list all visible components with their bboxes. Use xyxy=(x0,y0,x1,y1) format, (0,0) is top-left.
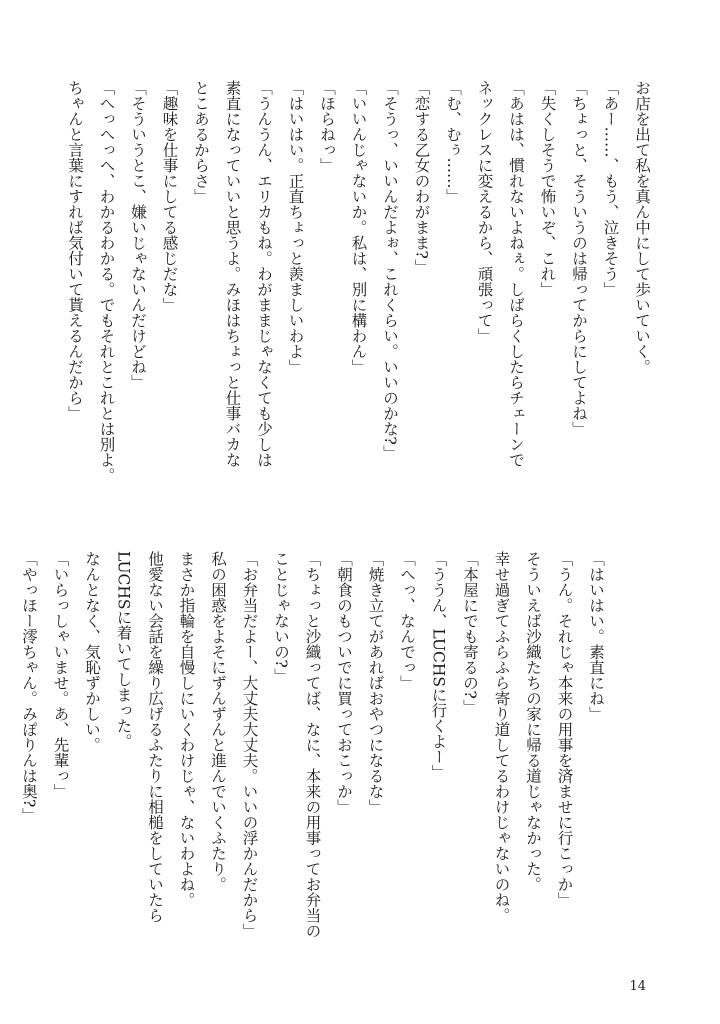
text-line: 「あー……、もう、泣きそう」 xyxy=(601,80,620,297)
lower-text-block xyxy=(13,551,612,991)
text-line: 素直になっていいと思うよ。みほはちょっと仕事バカな xyxy=(223,80,242,468)
text-line: 私の困惑をよそにずんずんと進んでいくふたり。 xyxy=(209,551,227,892)
text-line: 「そういうとこ、嫌いじゃないんだけどね」 xyxy=(129,80,147,390)
page-number: 14 xyxy=(629,979,646,994)
text-line: なんとなく、気恥ずかしい。 xyxy=(83,551,101,753)
text-line: 「へっ、なんでっ」 xyxy=(398,551,416,691)
text-line: 「焼き立てがあればおやつになるな」 xyxy=(366,551,385,815)
text-line: ネックレスに変えるから、頑張って」 xyxy=(475,80,494,344)
text-line: 「ほらねっ」 xyxy=(318,80,336,173)
text-line: LUCHSに着いてしまった。 xyxy=(114,551,133,750)
text-line: 「やっほー澪ちゃん。みぽりんは奥?」 xyxy=(20,551,38,823)
text-line: 「はいはい。素直にね」 xyxy=(587,551,605,722)
text-line: 「うんうん、エリカもね。わがままじゃなくても少しは xyxy=(255,80,273,468)
text-line: 「へっへっへ、わかるわかる。でもそれとこれとは別よ。 xyxy=(97,80,116,483)
text-line: 「いいんじゃないか。私は、別に構わん」 xyxy=(349,80,368,375)
text-line: 幸せ過ぎてふらふら寄り道してるわけじゃないのね。 xyxy=(492,551,511,923)
text-line: 「ちょっと沙織ってば、なに、本来の用事ってお弁当の xyxy=(303,551,322,939)
text-line: ことじゃないの?」 xyxy=(272,551,290,684)
text-line: 「朝食のもついでに買っておこっか」 xyxy=(335,551,353,815)
text-line: 「お弁当だよー、大丈夫大丈夫。いいの浮かんだから」 xyxy=(240,551,259,939)
text-line: 他愛ない会話を繰り広げるふたりに相槌をしていたら xyxy=(146,551,164,923)
text-line: そういえば沙織たちの家に帰る道じゃなかった。 xyxy=(524,551,542,892)
text-line: 「む、むぅ……」 xyxy=(444,80,462,204)
text-line: 「うん。それじゃ本来の用事を済ませに行こっか」 xyxy=(555,551,574,908)
text-line: 「いらっしゃいませ。あ、先輩っ」 xyxy=(51,551,70,799)
text-line: 「あはは、慣れないよねぇ。しばらくしたらチェーンで xyxy=(507,80,525,468)
text-line: 「そうっ、いいんだよぉ、これくらい。いいのかな?」 xyxy=(381,80,399,461)
text-line: まさか指輪を自慢しにいくわけじゃ、ないわよね。 xyxy=(177,551,196,908)
text-line: 「趣味を仕事にしてる感じだな」 xyxy=(160,80,179,313)
text-line: 「ちょっと、そういうのは帰ってからにしてよね」 xyxy=(570,80,588,437)
text-line: 「恋する乙女のわがまま?」 xyxy=(412,80,431,275)
text-line: ちゃんと言葉にすれば気付いて貰えるんだから」 xyxy=(66,80,84,421)
text-line: 「はいはい。正直ちょっと羨ましいわよ」 xyxy=(286,80,305,375)
text-line: 「ううん、LUCHSに行くよー」 xyxy=(429,551,448,781)
text-line: お店を出て私を真ん中にして歩いていく。 xyxy=(633,80,651,375)
upper-text-block xyxy=(59,80,658,500)
text-line: 「本屋にでも寄るの?」 xyxy=(461,551,479,715)
text-line: とこあるからさ」 xyxy=(192,80,210,204)
text-line: 「失くしそうで怖いぞ、これ」 xyxy=(538,80,557,297)
